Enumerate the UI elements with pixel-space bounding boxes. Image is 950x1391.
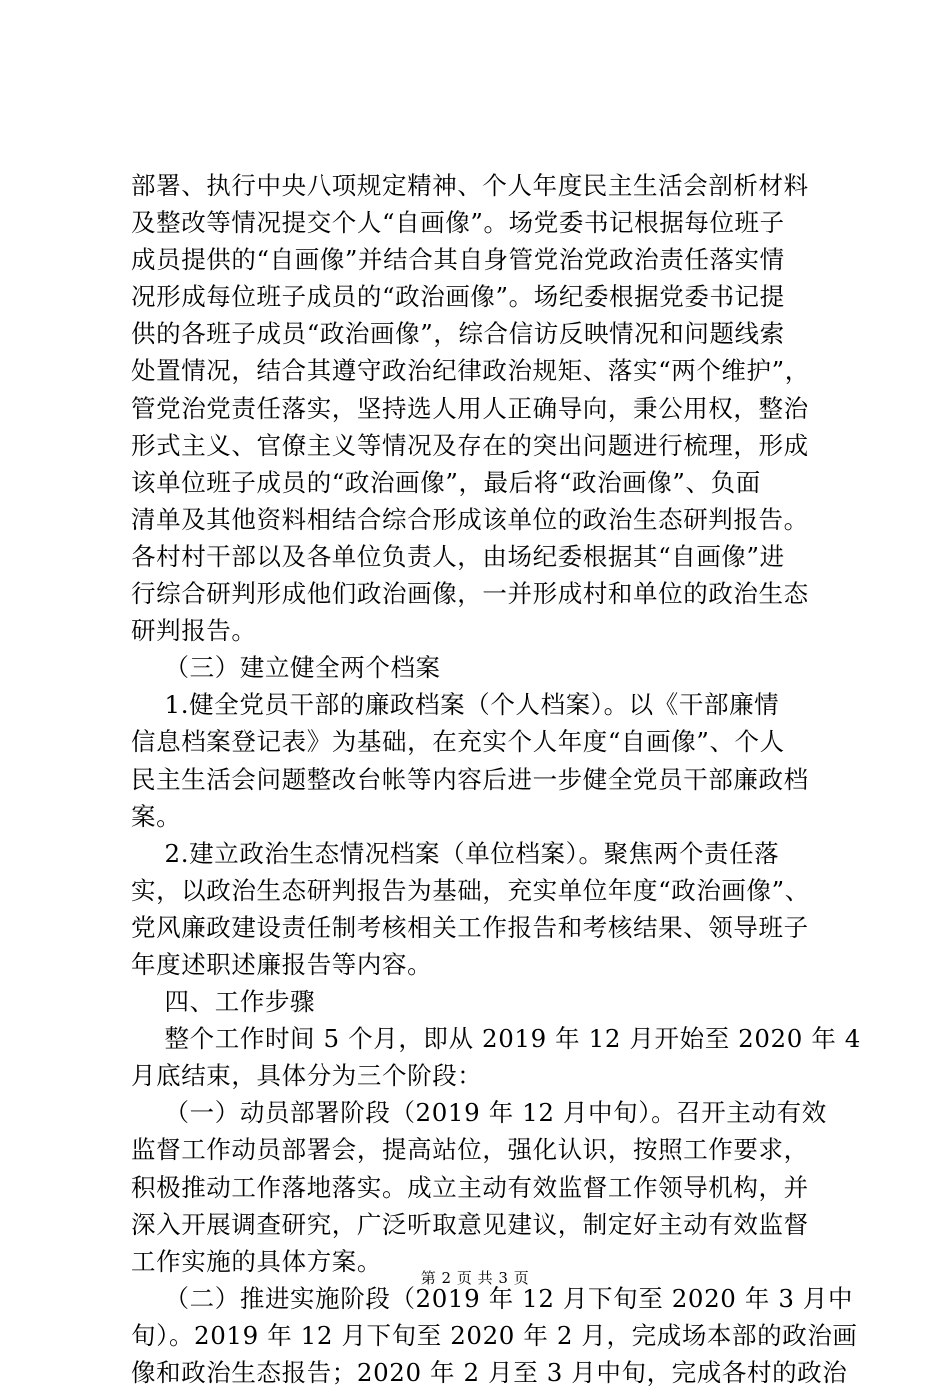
text-line: 清单及其他资料相结合综合形成该单位的政治生态研判报告。 [131, 504, 809, 534]
text-line: 成员提供的“自画像”并结合其自身管党治党政治责任落实情 [131, 245, 785, 275]
text-line: 信息档案登记表》为基础，在充实个人年度“自画像”、个人 [131, 727, 785, 757]
text-line: 深入开展调查研究，广泛听取意见建议，制定好主动有效监督 [131, 1209, 809, 1239]
text-line: （三）建立健全两个档案 [131, 653, 441, 683]
text-line: （一）动员部署阶段（2019 年 12 月中旬）。召开主动有效 [131, 1098, 827, 1128]
text-line: 党风廉政建设责任制考核相关工作报告和考核结果、领导班子 [131, 912, 809, 942]
body-text [131, 167, 861, 1391]
text-line: 民主生活会问题整改台帐等内容后进一步健全党员干部廉政档 [131, 764, 809, 794]
text-line: 研判报告。 [131, 616, 257, 646]
text-line: 各村村干部以及各单位负责人，由场纪委根据其“自画像”进 [131, 541, 785, 571]
text-line: 1.健全党员干部的廉政档案（个人档案）。以《干部廉情 [131, 690, 780, 720]
text-line: 四、工作步骤 [131, 987, 316, 1017]
text-line: 部署、执行中央八项规定精神、个人年度民主生活会剖析材料 [131, 171, 809, 200]
text-line: 2.建立政治生态情况档案（单位档案）。聚焦两个责任落 [131, 838, 780, 868]
text-line: 积极推动工作落地落实。成立主动有效监督工作领导机构，并 [131, 1172, 809, 1202]
text-line: 年度述职述廉报告等内容。 [131, 949, 433, 979]
text-line: （二）推进实施阶段（2019 年 12 月下旬至 2020 年 3 月中 [131, 1283, 854, 1313]
text-line: 旬）。2019 年 12 月下旬至 2020 年 2 月，完成场本部的政治画 [131, 1320, 858, 1350]
text-line: 处置情况，结合其遵守政治纪律政治规矩、落实“两个维护”， [131, 356, 810, 386]
text-line: 行综合研判形成他们政治画像，一并形成村和单位的政治生态 [131, 579, 809, 609]
text-line: 月底结束，具体分为三个阶段： [131, 1061, 483, 1091]
page-footer: 第 2 页 共 3 页 [420, 1269, 530, 1287]
text-line: 管党治党责任落实，坚持选人用人正确导向，秉公用权，整治 [131, 393, 809, 423]
text-line: 像和政治生态报告；2020 年 2 月至 3 月中旬，完成各村的政治 [131, 1358, 848, 1387]
text-line: 工作实施的具体方案。 [131, 1246, 382, 1276]
text-line: 况形成每位班子成员的“政治画像”。场纪委根据党委书记提 [131, 282, 785, 312]
text-line: 实，以政治生态研判报告为基础，充实单位年度“政治画像”、 [131, 875, 810, 905]
text-line: 形式主义、官僚主义等情况及存在的突出问题进行梳理，形成 [131, 430, 809, 460]
text-line: 监督工作动员部署会，提高站位，强化认识，按照工作要求， [131, 1135, 809, 1165]
text-line: 供的各班子成员“政治画像”，综合信访反映情况和问题线索 [131, 319, 785, 349]
text-line: 该单位班子成员的“政治画像”，最后将“政治画像”、负面 [131, 467, 761, 497]
text-line: 案。 [131, 801, 182, 831]
text-line: 整个工作时间 5 个月，即从 2019 年 12 月开始至 2020 年 4 [131, 1024, 861, 1054]
text-line: 及整改等情况提交个人“自画像”。场党委书记根据每位班子 [131, 208, 785, 238]
